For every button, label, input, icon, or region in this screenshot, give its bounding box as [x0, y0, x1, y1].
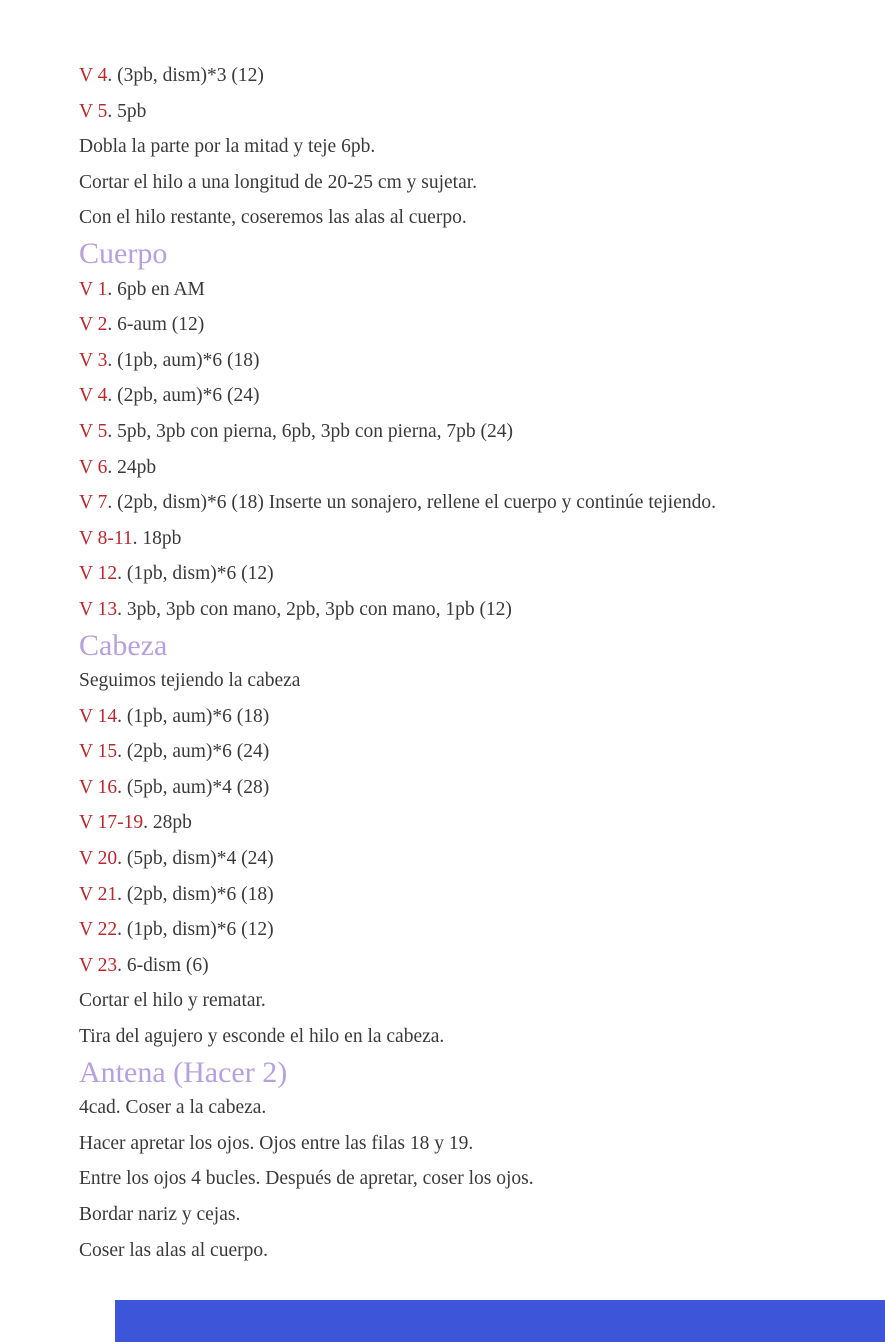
round-number: V 16	[79, 776, 118, 798]
step-line	[79, 877, 879, 913]
instruction-line: Coser las alas al cuerpo.	[79, 1239, 268, 1261]
step-text: . (1pb, dism)*6 (12)	[117, 919, 274, 941]
step-text: . (2pb, aum)*6 (24)	[117, 741, 270, 763]
step-text: . 6-dism (6)	[117, 954, 209, 976]
step-line	[79, 343, 879, 379]
round-number: V 6	[79, 456, 108, 478]
step-line	[79, 592, 879, 628]
step-line	[79, 948, 879, 984]
step-text: . (1pb, dism)*6 (12)	[117, 563, 274, 585]
instruction-line: Seguimos tejiendo la cabeza	[79, 670, 301, 692]
step-line	[79, 378, 879, 414]
bottom-blue-banner	[115, 1300, 885, 1342]
section-heading: Cabeza	[79, 628, 168, 662]
step-text: . (1pb, aum)*6 (18)	[107, 349, 260, 371]
step-text: . 24pb	[107, 456, 157, 478]
step-text: . (3pb, dism)*3 (12)	[107, 65, 264, 86]
round-number: V 17-19	[79, 812, 144, 834]
round-number: V 12	[79, 563, 118, 585]
instruction-line: Dobla la parte por la mitad y teje 6pb.	[79, 136, 376, 158]
instruction-line: Tira del agujero y esconde el hilo en la cabeza.	[79, 1026, 445, 1048]
step-line	[79, 805, 879, 841]
round-number: V 15	[79, 741, 118, 763]
step-text: . (2pb, aum)*6 (24)	[107, 385, 260, 407]
step-line	[79, 272, 879, 308]
instruction-line: Bordar nariz y cejas.	[79, 1204, 241, 1225]
step-text: . (5pb, dism)*4 (24)	[117, 848, 274, 870]
step-line	[79, 307, 879, 343]
section-heading: Antena (Hacer 2)	[79, 1055, 288, 1089]
step-text: . (5pb, aum)*4 (28)	[117, 776, 270, 798]
instruction-line: Con el hilo restante, coseremos las alas al cuerpo.	[79, 207, 467, 229]
round-number: V 2	[79, 314, 108, 336]
round-number: V 13	[79, 598, 118, 620]
step-text: . 28pb	[143, 812, 192, 834]
round-number: V 1	[79, 278, 108, 300]
step-text: . 3pb, 3pb con mano, 2pb, 3pb con mano, 1pb (12)	[117, 598, 512, 620]
round-number: V 3	[79, 349, 108, 371]
round-number: V 4	[79, 385, 108, 407]
round-number: V 7	[79, 492, 108, 514]
instruction-line: Entre los ojos 4 bucles. Después de apretar, coser los ojos.	[79, 1168, 534, 1190]
step-line	[79, 841, 879, 877]
step-line	[79, 485, 879, 521]
pattern-instructions	[79, 58, 879, 1268]
step-text: . 18pb	[132, 527, 182, 549]
step-line	[79, 734, 879, 770]
round-number: V 14	[79, 705, 118, 727]
round-number: V 21	[79, 883, 118, 905]
step-line	[79, 770, 879, 806]
step-line	[79, 450, 879, 486]
step-line	[79, 912, 879, 948]
round-number: V 22	[79, 919, 118, 941]
step-text: . 6pb en AM	[107, 278, 205, 300]
instruction-line: Cortar el hilo y rematar.	[79, 990, 266, 1012]
step-line	[79, 414, 879, 450]
step-line	[79, 556, 879, 592]
step-text: . 6-aum (12)	[107, 314, 205, 336]
step-text: . 5pb	[107, 100, 147, 122]
step-text: . 5pb, 3pb con pierna, 6pb, 3pb con pierna, 7pb (24)	[107, 420, 513, 442]
round-number: V 5	[79, 100, 108, 122]
step-line	[79, 699, 879, 735]
step-line	[79, 521, 879, 557]
instruction-line: Cortar el hilo a una longitud de 20-25 cm y sujetar.	[79, 171, 478, 193]
round-number: V 5	[79, 420, 108, 442]
round-number: V 20	[79, 848, 118, 870]
step-line	[79, 58, 879, 94]
step-text: . (2pb, dism)*6 (18) Inserte un sonajero, rellene el cuerpo y continúe tejiendo.	[107, 492, 717, 514]
instruction-line: Hacer apretar los ojos. Ojos entre las filas 18 y 19.	[79, 1132, 474, 1154]
round-number: V 4	[79, 65, 108, 86]
step-text: . (1pb, aum)*6 (18)	[117, 705, 270, 727]
section-heading: Cuerpo	[79, 236, 168, 270]
step-line	[79, 94, 879, 130]
round-number: V 23	[79, 954, 118, 976]
step-text: . (2pb, dism)*6 (18)	[117, 883, 274, 905]
round-number: V 8-11	[79, 527, 133, 549]
instruction-line: 4cad. Coser a la cabeza.	[79, 1097, 267, 1119]
